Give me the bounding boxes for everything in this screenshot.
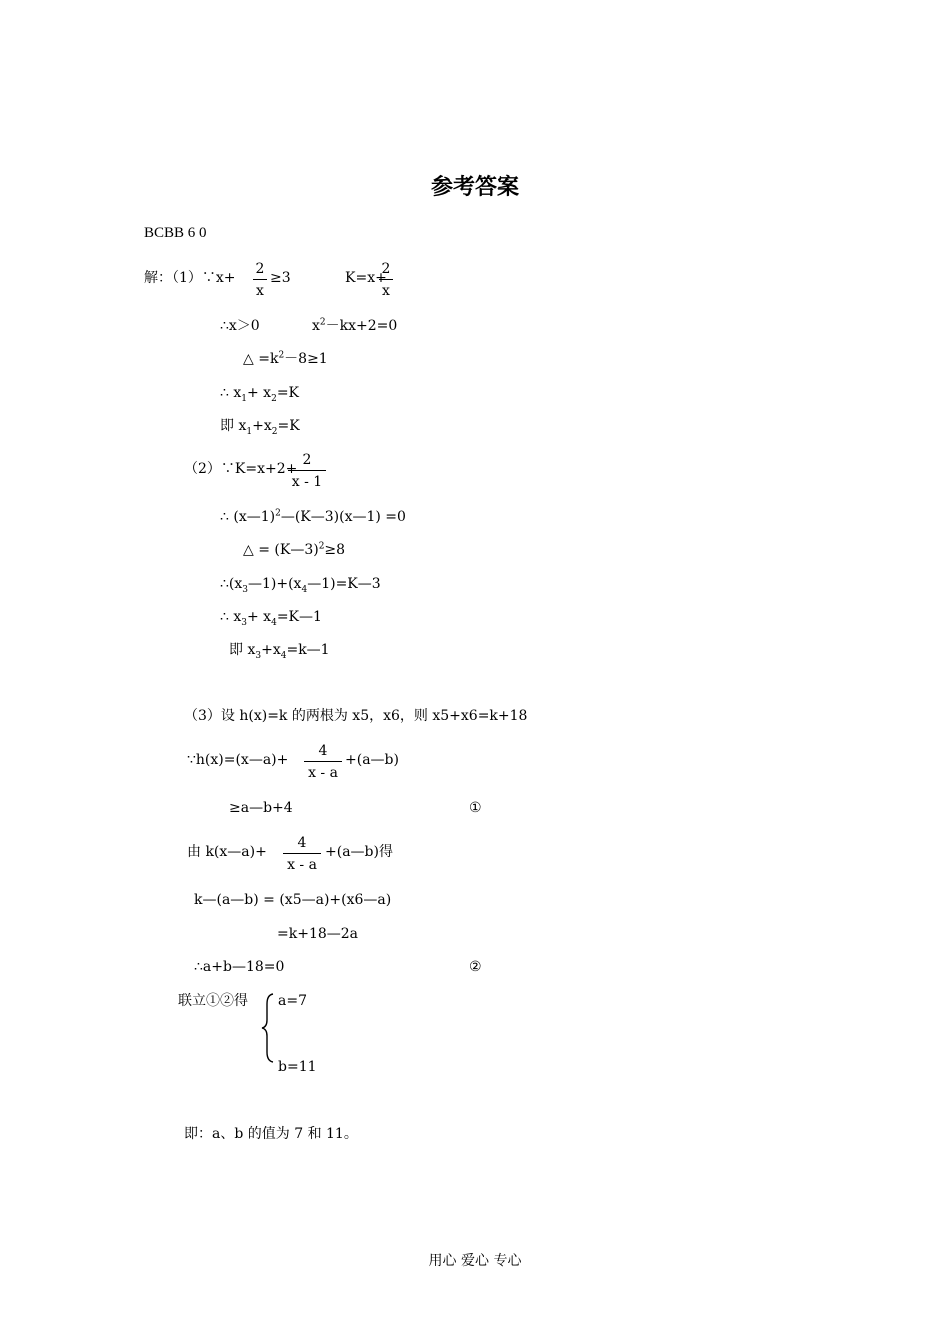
- inequality-ge-3: ≥3: [270, 270, 291, 286]
- text-run: 即 x: [229, 642, 256, 658]
- fraction-denominator: x: [382, 283, 390, 299]
- text-run: －kx+2=0: [325, 318, 398, 334]
- equation-marker-1: ①: [469, 800, 482, 816]
- subscript: 1: [246, 426, 253, 437]
- text-run: －8≥1: [284, 351, 328, 367]
- solution-a: a=7: [278, 993, 307, 1009]
- subscript: 2: [271, 393, 277, 404]
- fraction-2-over-x-minus-1: [288, 452, 326, 490]
- subscript: 3: [241, 617, 247, 628]
- text-run: =K: [276, 385, 300, 401]
- text-run: =K—1: [276, 609, 322, 625]
- text-run: + x: [247, 385, 272, 401]
- subscript: 3: [242, 584, 248, 595]
- fraction-numerator: 4: [318, 743, 328, 759]
- part1-prefix: 解：（1）∵x+: [144, 270, 236, 286]
- subscript: 4: [271, 617, 277, 628]
- discriminant-line: [243, 351, 328, 367]
- minimum-inequality: ≥a—b+4: [229, 800, 293, 816]
- subscript: 1: [241, 393, 247, 404]
- text-run: +x: [252, 418, 272, 434]
- text-run: =K: [277, 418, 300, 434]
- fraction-denominator: x - a: [308, 765, 338, 781]
- text-run: ∴ x: [220, 385, 242, 401]
- text-run: —1)+(x: [248, 576, 302, 592]
- exponent: 2: [318, 541, 325, 552]
- fraction-bar: [304, 761, 342, 762]
- text-run: ∴(x: [220, 576, 243, 592]
- fraction-2-over-x: [379, 261, 393, 299]
- text-run: =k—1: [286, 642, 330, 658]
- sum-of-roots-conclusion: [229, 642, 330, 661]
- quadratic-equation: [312, 318, 397, 334]
- text-run: + x: [247, 609, 272, 625]
- equation-line: =k+18—2a: [277, 926, 359, 942]
- text-run: ∴ (x—1): [220, 509, 276, 525]
- text-run: —(K—3)(x—1) =0: [280, 509, 406, 525]
- text-run: x: [312, 318, 320, 334]
- fraction-denominator: x: [256, 283, 264, 299]
- derivation-prefix: 由 k(x—a)+: [187, 844, 267, 860]
- subscript: 2: [271, 426, 278, 437]
- text-run: —1)=K—3: [307, 576, 381, 592]
- derivation-suffix: +(a—b)得: [325, 844, 393, 860]
- fraction-numerator: 4: [297, 835, 307, 851]
- solution-b: b=11: [278, 1059, 317, 1075]
- part2-prefix: （2）∵K=x+2+: [184, 461, 298, 477]
- h-definition-suffix: +(a—b): [345, 752, 399, 768]
- page-footer: 用心 爱心 专心: [428, 1253, 522, 1269]
- transformed-equation: [220, 509, 406, 525]
- conclusion: 即：a、b 的值为 7 和 11。: [184, 1126, 358, 1142]
- text-run: 即 x: [220, 418, 247, 434]
- sum-of-roots-conclusion: [220, 418, 300, 437]
- exponent: 2: [319, 317, 326, 328]
- fraction-numerator: 2: [381, 261, 391, 277]
- fraction-bar: [288, 470, 326, 471]
- fraction-4-over-x-minus-a: [304, 743, 342, 781]
- discriminant-line: [243, 542, 345, 558]
- fraction-numerator: 2: [302, 452, 312, 468]
- text-run: △ =k: [243, 351, 279, 367]
- fraction-4-over-x-minus-a: [283, 835, 321, 873]
- fraction-bar: [253, 279, 267, 280]
- text-run: △ = (K—3): [243, 542, 319, 558]
- fraction-denominator: x - 1: [291, 474, 323, 490]
- h-definition-prefix: ∵h(x)=(x—a)+: [187, 752, 289, 768]
- page-title: 参考答案: [430, 175, 519, 200]
- equation-line: k—(a—b) = (x5—a)+(x6—a): [194, 892, 392, 908]
- k-expression: K=x+: [345, 270, 387, 286]
- sum-of-roots-line: [220, 385, 300, 404]
- combine-label: 联立①②得: [178, 993, 248, 1009]
- fraction-denominator: x - a: [287, 857, 317, 873]
- subscript: 4: [280, 650, 287, 661]
- curly-brace-icon: [260, 992, 276, 1064]
- fraction-bar: [379, 279, 393, 280]
- text-run: ≥8: [324, 542, 346, 558]
- subscript: 3: [255, 650, 262, 661]
- subscript: 4: [301, 584, 308, 595]
- text-run: ∴ x: [220, 609, 242, 625]
- text-run: +x: [261, 642, 281, 658]
- equation-line: ∴a+b—18=0: [194, 959, 285, 975]
- x-positive: ∴x＞0: [220, 318, 260, 334]
- part3-intro: （3）设 h(x)=k 的两根为 x5，x6，则 x5+x6=k+18: [184, 708, 528, 724]
- exponent: 2: [278, 350, 285, 361]
- equation-marker-2: ②: [469, 959, 482, 975]
- sum-of-roots-line: [220, 609, 322, 628]
- fraction-numerator: 2: [255, 261, 265, 277]
- shifted-sum-line: [220, 576, 381, 595]
- fraction-bar: [283, 853, 321, 854]
- fraction-2-over-x: [253, 261, 267, 299]
- exponent: 2: [275, 508, 281, 519]
- multiple-choice-answers: BCBB 6 0: [144, 225, 207, 241]
